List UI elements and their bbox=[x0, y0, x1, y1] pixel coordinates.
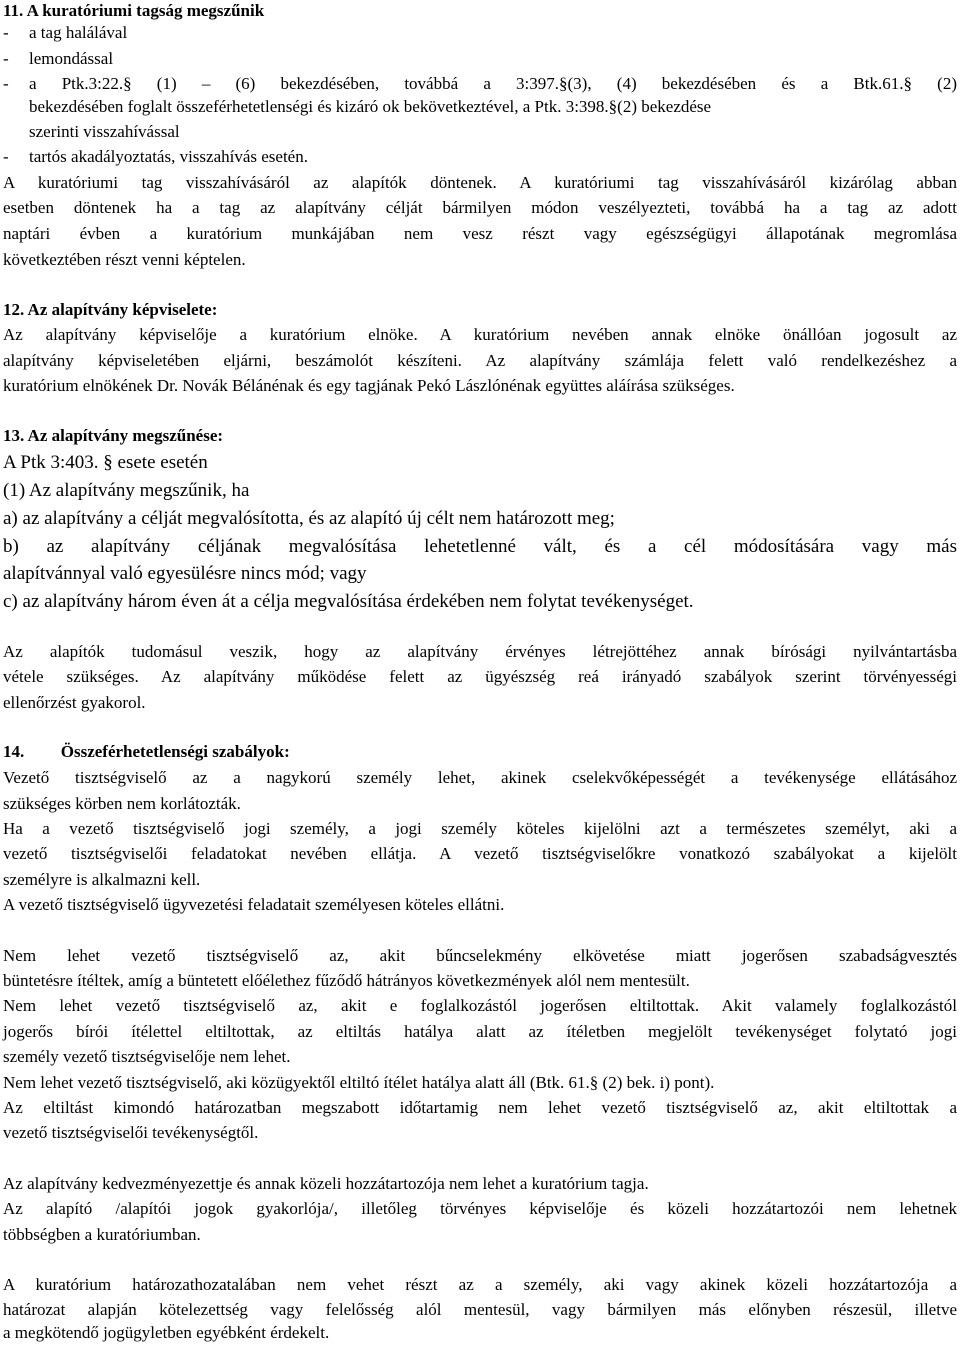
list-item: lemondással bbox=[29, 49, 114, 68]
list-dash: - bbox=[3, 147, 9, 166]
list-dash: - bbox=[3, 49, 9, 68]
section-13-heading: 13. Az alapítvány megszűnése: bbox=[3, 426, 224, 445]
paragraph-line: Az alapítvány képviselője a kuratórium elnöke. A kuratórium nevében annak elnöke önállóan jogosult az bbox=[3, 325, 957, 344]
list-item-continuation: szerinti visszahívással bbox=[29, 122, 180, 141]
paragraph-line: Ha a vezető tisztségviselő jogi személy, a jogi személy köteles kijelölni azt a természetes személyt, aki a bbox=[3, 819, 957, 838]
paragraph-line: alapítvánnyal való egyesülésre nincs mód; vagy bbox=[3, 563, 367, 584]
paragraph-line: Vezető tisztségviselő az a nagykorú személy lehet, akinek cselekvőképességét a tevékenysége ellátásához bbox=[3, 768, 957, 787]
paragraph-line: személy vezető tisztségviselője nem lehet. bbox=[3, 1047, 291, 1066]
paragraph-line: esetben döntenek ha a tag az alapítvány célját bármilyen módon veszélyezteti, továbbá ha a tag az adott bbox=[3, 198, 957, 217]
section-12-heading: 12. Az alapítvány képviselete: bbox=[3, 300, 218, 319]
paragraph-line: ellenőrzést gyakorol. bbox=[3, 693, 146, 712]
paragraph-line: szükséges körben nem korlátozták. bbox=[3, 794, 241, 813]
paragraph-line: c) az alapítvány három éven át a célja megvalósítása érdekében nem folytat tevékenységet. bbox=[3, 591, 694, 612]
paragraph-line: A vezető tisztségviselő ügyvezetési feladatait személyesen köteles ellátni. bbox=[3, 895, 505, 914]
paragraph-line: többségben a kuratóriumban. bbox=[3, 1225, 201, 1244]
paragraph-line: Nem lehet vezető tisztségviselő, aki közügyektől eltiltó ítélet hatálya alatt áll (Btk. 61.§ (2) bek. i) pont). bbox=[3, 1073, 715, 1092]
paragraph-line: Az alapítók tudomásul veszik, hogy az alapítvány érvényes létrejöttéhez annak bírósági nyilvántartásba bbox=[3, 642, 957, 661]
paragraph-line: A kuratórium határozathozatalában nem vehet részt az a személy, aki vagy akinek közeli hozzátartozója a bbox=[3, 1275, 957, 1294]
list-item: tartós akadályoztatás, visszahívás esetén. bbox=[29, 147, 308, 166]
paragraph-line: Nem lehet vezető tisztségviselő az, akit e foglalkozástól jogerősen eltiltottak. Akit valamely foglalkozástól bbox=[3, 996, 957, 1015]
paragraph-line: A kuratóriumi tag visszahívásáról az alapítók döntenek. A kuratóriumi tag visszahívásáról kizárólag abban bbox=[3, 173, 957, 192]
paragraph-line: büntetésre ítéltek, amíg a büntetett előélethez fűződő hátrányos következmények alól nem mentesült. bbox=[3, 971, 690, 990]
section-14-title: Összeférhetetlenségi szabályok: bbox=[60, 742, 290, 761]
paragraph-line: kuratórium elnökének Dr. Novák Bélánénak és egy tagjának Pekó Lászlónénak együttes aláírása szükséges. bbox=[3, 376, 735, 395]
paragraph-line: határozat alapján kötelezettség vagy felelősség alól mentesül, vagy bármilyen más előnyben részesül, illetve bbox=[3, 1300, 957, 1319]
list-item: a tag halálával bbox=[29, 23, 128, 42]
paragraph-line: b) az alapítvány céljának megvalósítása lehetetlenné vált, és a cél módosítására vagy más bbox=[3, 536, 957, 557]
section-14-heading bbox=[3, 741, 957, 763]
list-item-continuation: bekezdésében foglalt összeférhetetlenségi és kizáró ok bekövetkeztével, a Ptk. 3:398.§(2) bekezdése bbox=[29, 97, 712, 116]
paragraph-line: (1) Az alapítvány megszűnik, ha bbox=[3, 480, 250, 501]
paragraph-line: A Ptk 3:403. § esete esetén bbox=[3, 452, 208, 473]
paragraph-line: naptári évben a kuratórium munkájában nem vesz részt vagy egészségügyi állapotának megromlása bbox=[3, 224, 957, 243]
list-dash: - bbox=[3, 23, 9, 42]
section-11-heading: 11. A kuratóriumi tagság megszűnik bbox=[3, 1, 265, 20]
section-14-number: 14. bbox=[3, 742, 25, 761]
paragraph-line: a) az alapítvány a célját megvalósította, és az alapító új célt nem határozott meg; bbox=[3, 508, 615, 529]
list-item: a Ptk.3:22.§ (1) – (6) bekezdésében, továbbá a 3:397.§(3), (4) bekezdésében és a Btk.61.§ (2) bbox=[29, 74, 957, 93]
list-dash: - bbox=[3, 74, 9, 93]
paragraph-line: a megkötendő jogügyletben egyébként érdekelt. bbox=[3, 1323, 330, 1342]
paragraph-line: Az eltiltást kimondó határozatban megszabott időtartamig nem lehet vezető tisztségviselő az, akit eltiltottak a bbox=[3, 1098, 957, 1117]
paragraph-line: vezető tisztségviselői feladatokat nevében ellátja. A vezető tisztségviselőkre vonatkozó szabályokat a kijelölt bbox=[3, 844, 957, 863]
paragraph-line: vezető tisztségviselői tevékenységtől. bbox=[3, 1123, 259, 1142]
paragraph-line: személyre is alkalmazni kell. bbox=[3, 870, 201, 889]
paragraph-line: vétele szükséges. Az alapítvány működése felett az ügyészség reá irányadó szabályok szerint törvényességi bbox=[3, 667, 957, 686]
paragraph-line: jogerős bírói ítélettel eltiltottak, az eltiltás hatálya alatt az ítéletben megjelölt tevékenységet folytató jogi bbox=[3, 1022, 957, 1041]
paragraph-line: következtében részt venni képtelen. bbox=[3, 250, 246, 269]
paragraph-line: Az alapító /alapítói jogok gyakorlója/, illetőleg törvényes képviselője és közeli hozzátartozói nem lehetnek bbox=[3, 1199, 957, 1218]
paragraph-line: Nem lehet vezető tisztségviselő az, akit bűncselekmény elkövetése miatt jogerősen szabadságvesztés bbox=[3, 946, 957, 965]
paragraph-line: alapítvány képviseletében eljárni, beszámolót készíteni. Az alapítvány számlája felett való rendelkezéshez a bbox=[3, 351, 957, 370]
paragraph-line: Az alapítvány kedvezményezettje és annak közeli hozzátartozója nem lehet a kuratórium tagja. bbox=[3, 1174, 649, 1193]
